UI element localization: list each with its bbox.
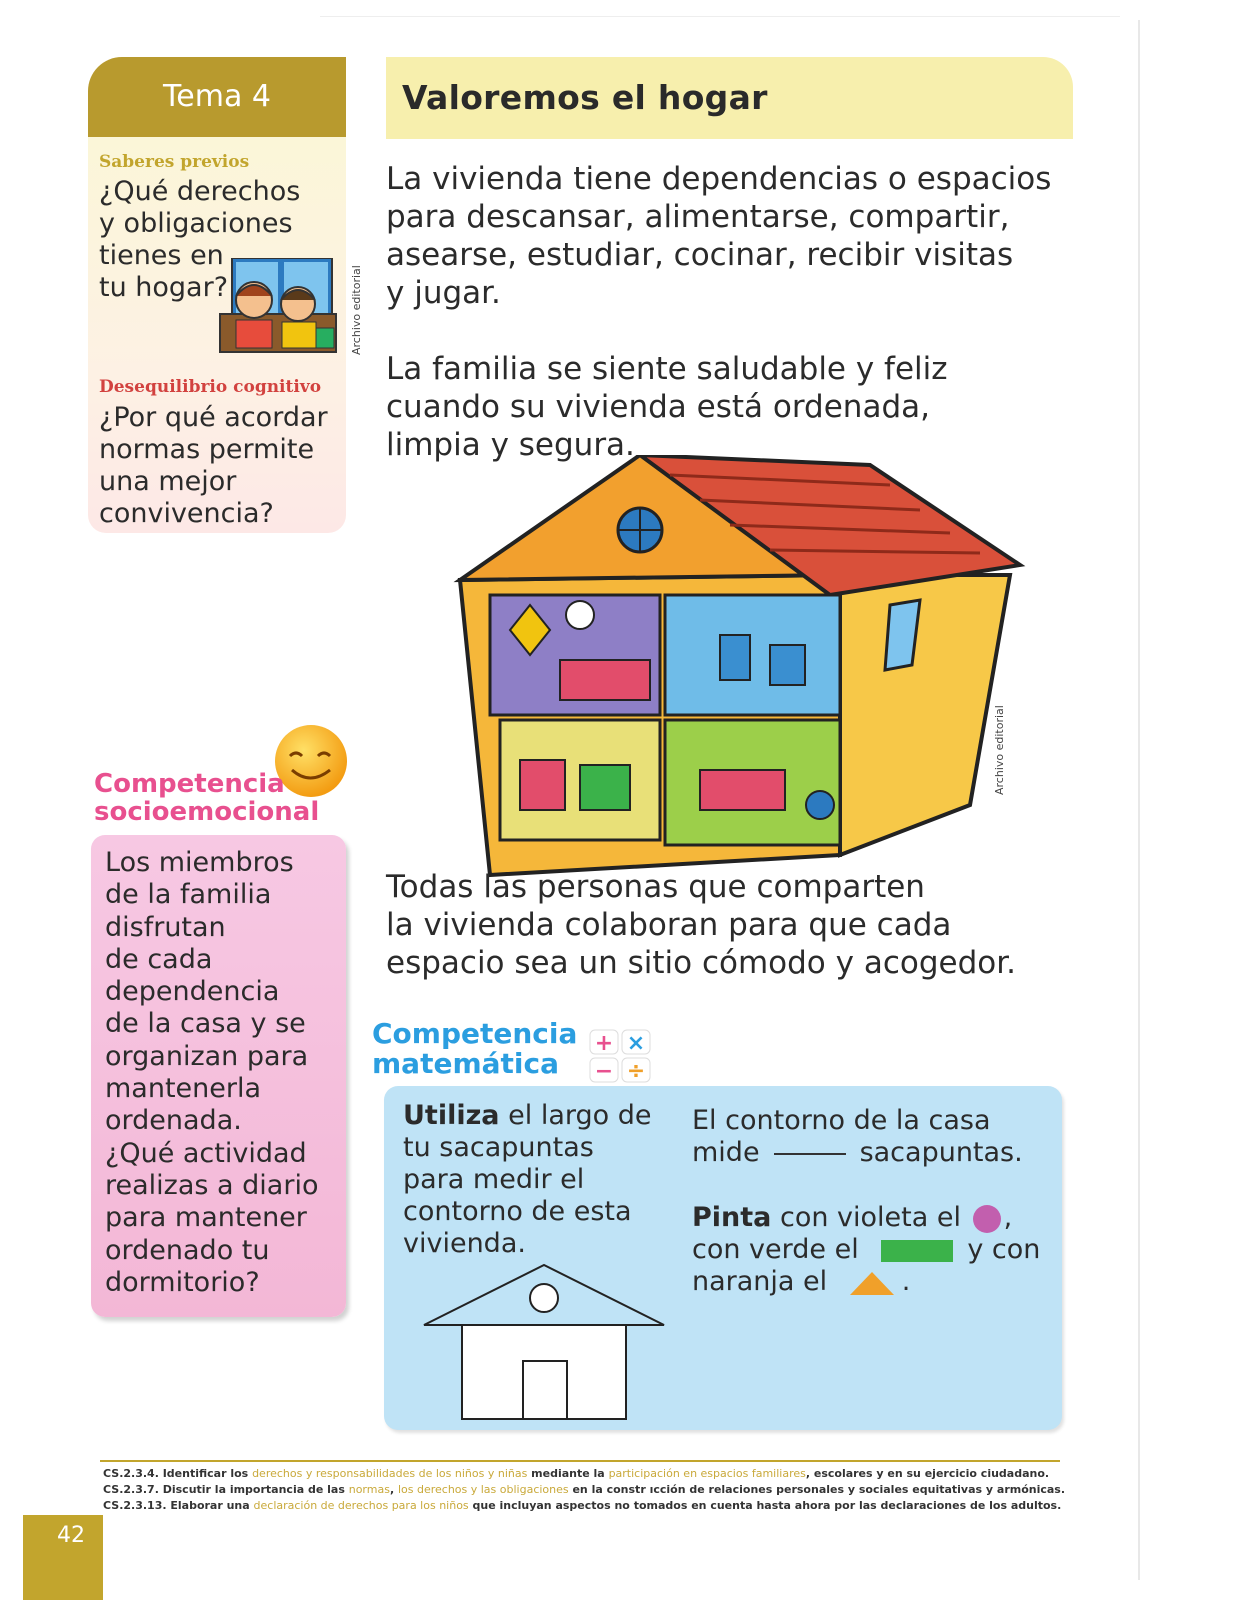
paragraph-2: La familia se siente saludable y feliz cuando su vivienda está ordenada, limpia y segura. — [386, 351, 948, 463]
minus-icon: − — [594, 1059, 614, 1084]
plus-icon: + — [594, 1031, 614, 1056]
footer-text: Discutir la importancia de las — [162, 1483, 349, 1496]
paragraph-1: La vivienda tiene dependencias o espacios para descansar, alimentarse, compartir, asearse, estudiar, cocinar, recibir visitas y jugar. — [386, 161, 1052, 311]
footer-text: que incluyan aspectos no tomados en cuenta hasta ahora por las declaraciones de los adultos. — [468, 1499, 1062, 1512]
footer-highlight: normas — [348, 1483, 390, 1496]
footer-code: CS.2.3.7. — [103, 1483, 163, 1496]
footer-text: Elaborar una — [170, 1499, 254, 1512]
footer-line-3 — [103, 1499, 1061, 1512]
tema-label: Tema 4 — [88, 57, 346, 137]
footer-text: Identificar los — [162, 1467, 253, 1480]
footer-text: , escolares y en su ejercicio ciudadano. — [805, 1467, 1050, 1480]
top-rule — [320, 16, 1120, 17]
orange-triangle-icon — [844, 1268, 902, 1298]
matematica-heading-1: Competencia — [372, 1017, 578, 1050]
answer-blank[interactable] — [774, 1153, 846, 1155]
house-outline-drawing[interactable] — [420, 1263, 670, 1423]
footer-code: CS.2.3.13. — [103, 1499, 171, 1512]
utiliza-instruction: Utiliza el largo de tu sacapuntas para medir el contorno de esta vivienda. — [403, 1100, 652, 1259]
violet-circle-icon — [970, 1204, 1004, 1234]
image-credit: Archivo editorial — [350, 265, 363, 355]
children-illustration — [214, 258, 338, 354]
socioemocional-text: Los miembros de la familia disfrutan de cada dependencia de la casa y se organizan para mantenerla ordenada. ¿Qué actividad realizas a diario para mantener ordenado tu dormitorio? — [105, 847, 319, 1298]
footer-highlight: derechos y responsabilidades de los niños y niñas — [252, 1467, 528, 1480]
times-icon: × — [626, 1031, 646, 1056]
footer-text: en la constr ıcción de relaciones personales y sociales equitativas y armónicas. — [568, 1483, 1066, 1496]
divide-icon: ÷ — [626, 1059, 646, 1084]
matematica-heading-2: matemática — [372, 1047, 559, 1080]
footer-line-2 — [103, 1483, 1065, 1496]
footer-rule — [100, 1460, 1060, 1462]
saberes-previos-question: ¿Qué derechos y obligaciones tienes en tu hogar? — [99, 176, 301, 303]
footer-code: CS.2.3.4. — [103, 1467, 163, 1480]
footer-text: mediante la — [527, 1467, 609, 1480]
house-image-credit: Archivo editorial — [993, 705, 1006, 795]
socioemocional-heading-2: socioemocional — [94, 797, 320, 827]
socioemocional-heading-1: Competencia — [94, 769, 285, 799]
page-number: 42 — [23, 1515, 103, 1600]
saberes-previos-heading: Saberes previos — [99, 152, 250, 172]
pinta-instruction: Pinta con violeta el , con verde el y con naranja el . — [692, 1202, 1041, 1297]
page-edge — [1138, 20, 1140, 1580]
math-operations-icon — [588, 1028, 654, 1086]
desequilibrio-question: ¿Por qué acordar normas permite una mejor convivencia? — [99, 402, 328, 529]
green-rectangle-icon — [877, 1238, 957, 1264]
paragraph-3: Todas las personas que comparten la vivienda colaboran para que cada espacio sea un sitio cómodo y acogedor. — [386, 869, 1016, 981]
footer-highlight: declaración de derechos para los niños — [253, 1499, 469, 1512]
footer-text: , — [389, 1483, 398, 1496]
contorno-question: El contorno de la casa mide sacapuntas. — [692, 1105, 1023, 1168]
footer-highlight: participación en espacios familiares — [608, 1467, 806, 1480]
footer-line-1 — [103, 1467, 1049, 1480]
footer-highlight: los derechos y las obligaciones — [397, 1483, 569, 1496]
desequilibrio-heading: Desequilibrio cognitivo — [99, 377, 322, 397]
page-title: Valoremos el hogar — [402, 78, 768, 117]
house-cutaway-illustration — [450, 455, 1040, 885]
